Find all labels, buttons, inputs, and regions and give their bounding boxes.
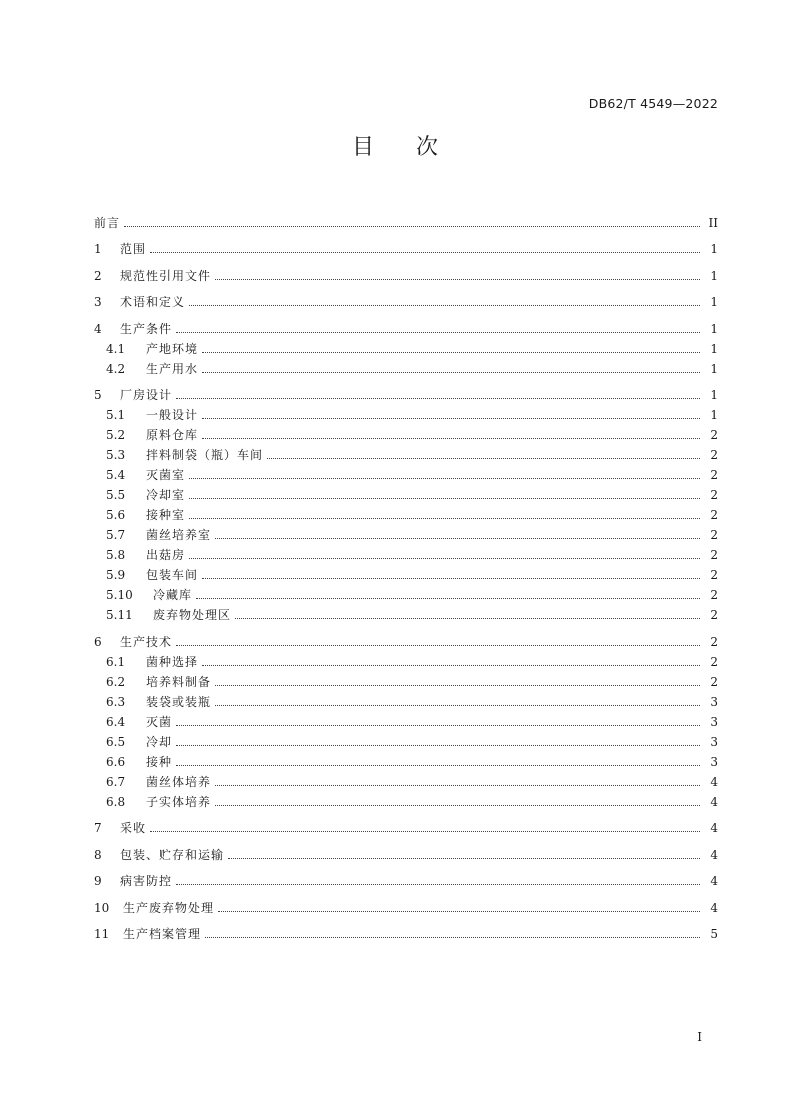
- toc-leader-dots: [215, 278, 700, 280]
- toc-entry[interactable]: [94, 522, 718, 542]
- toc-entry[interactable]: [94, 709, 718, 729]
- toc-entry-title: 前言: [94, 215, 121, 230]
- toc-entry[interactable]: [94, 203, 718, 230]
- toc-leader-dots: [176, 644, 700, 646]
- toc-entry-number: 6.6: [106, 754, 126, 769]
- toc-entry-title: 废弃物处理区: [153, 608, 232, 622]
- toc-leader-dots: [176, 397, 700, 399]
- toc-entry[interactable]: [94, 502, 718, 522]
- toc-entry-page: 2: [710, 488, 718, 502]
- toc-entry-page: 2: [710, 448, 718, 462]
- toc-entry-page: 2: [710, 508, 718, 522]
- toc-leader-dots: [189, 304, 700, 306]
- toc-entry[interactable]: [94, 462, 718, 482]
- toc-entry-page: 1: [710, 408, 718, 422]
- toc-entry-page: 2: [710, 428, 718, 442]
- toc-leader-dots: [215, 704, 700, 706]
- toc-entry-page: 3: [710, 694, 718, 709]
- toc-entry-page: 3: [710, 714, 718, 729]
- toc-entry-page: 1: [710, 321, 718, 336]
- toc-leader-dots: [150, 830, 700, 832]
- toc-leader-dots: [215, 804, 700, 806]
- toc-entry-title: 生产技术: [120, 634, 173, 649]
- toc-leader-dots: [202, 371, 700, 373]
- toc-entry-title: 一般设计: [146, 408, 199, 422]
- title-char-2: 次: [416, 135, 441, 160]
- title-char-1: 目: [351, 135, 376, 160]
- toc-entry-number: 2: [94, 268, 102, 283]
- toc-leader-dots: [215, 537, 700, 539]
- toc-entry-title: 产地环境: [146, 341, 199, 356]
- toc-entry-title: 灭菌室: [146, 468, 186, 482]
- toc-entry-page: 3: [710, 734, 718, 749]
- toc-entry-number: 5.7: [106, 528, 126, 542]
- toc-entry-number: 4.1: [106, 341, 126, 356]
- toc-entry-page: 2: [710, 634, 718, 649]
- toc-leader-dots: [205, 936, 700, 938]
- toc-entry-page: 2: [710, 654, 718, 669]
- toc-entry[interactable]: [94, 482, 718, 502]
- toc-entry-page: 2: [710, 674, 718, 689]
- toc-entry-number: 11: [94, 927, 110, 941]
- toc-entry-number: 3: [94, 295, 102, 309]
- toc-entry-page: 1: [710, 242, 718, 256]
- page-title: [0, 130, 792, 161]
- toc-entry-title: 病害防控: [120, 874, 173, 888]
- toc-leader-dots: [202, 351, 700, 353]
- toc-leader-dots: [196, 597, 700, 599]
- toc-entry[interactable]: [94, 283, 718, 310]
- toc-entry-title: 规范性引用文件: [120, 268, 212, 283]
- toc-entry-page: 2: [710, 468, 718, 482]
- toc-entry-number: 10: [94, 900, 110, 915]
- toc-entry-number: 6.5: [106, 734, 126, 749]
- toc-entry-title: 包装车间: [146, 568, 199, 582]
- toc-leader-dots: [124, 225, 700, 227]
- toc-entry-title: 出菇房: [146, 548, 186, 562]
- toc-leader-dots: [215, 784, 700, 786]
- toc-entry-title: 原料仓库: [146, 428, 199, 442]
- toc-leader-dots: [176, 764, 700, 766]
- toc-entry-number: 6.4: [106, 714, 126, 729]
- toc-entry[interactable]: [94, 562, 718, 582]
- toc-leader-dots: [202, 664, 700, 666]
- toc-entry[interactable]: [94, 256, 718, 283]
- toc-entry-page: 4: [710, 774, 718, 789]
- toc-entry-page: 1: [710, 268, 718, 283]
- toc-entry-number: 4.2: [106, 361, 126, 376]
- toc-leader-dots: [189, 477, 700, 479]
- document-number: DB62/T 4549—2022: [588, 96, 718, 111]
- toc-leader-dots: [150, 251, 700, 253]
- toc-entry-title: 子实体培养: [146, 794, 212, 809]
- toc-entry[interactable]: [94, 402, 718, 422]
- table-of-contents: [94, 203, 718, 941]
- toc-leader-dots: [228, 857, 700, 859]
- toc-entry[interactable]: [94, 336, 718, 356]
- toc-entry-title: 生产档案管理: [123, 927, 202, 941]
- toc-entry-page: 2: [710, 528, 718, 542]
- toc-entry-number: 5.3: [106, 448, 126, 462]
- toc-entry-title: 培养料制备: [146, 674, 212, 689]
- toc-entry[interactable]: [94, 888, 718, 915]
- toc-entry-title: 包装、贮存和运输: [120, 847, 225, 862]
- toc-entry-number: 5.4: [106, 468, 126, 482]
- toc-entry-number: 6.1: [106, 654, 126, 669]
- toc-entry-page: 4: [710, 900, 718, 915]
- toc-entry-number: 8: [94, 847, 102, 862]
- toc-entry-title: 厂房设计: [120, 388, 173, 402]
- toc-entry-title: 冷却室: [146, 488, 186, 502]
- toc-entry-title: 菌丝体培养: [146, 774, 212, 789]
- toc-entry-title: 生产用水: [146, 361, 199, 376]
- toc-entry-page: 4: [710, 794, 718, 809]
- toc-entry-title: 拌料制袋（瓶）车间: [146, 448, 264, 462]
- toc-leader-dots: [176, 744, 700, 746]
- toc-entry-page: II: [708, 215, 718, 230]
- toc-entry[interactable]: [94, 862, 718, 889]
- toc-entry-title: 接种: [146, 754, 173, 769]
- toc-entry-title: 灭菌: [146, 714, 173, 729]
- toc-leader-dots: [189, 557, 700, 559]
- toc-entry[interactable]: [94, 835, 718, 862]
- toc-entry-title: 范围: [120, 242, 147, 256]
- toc-entry-page: 5: [710, 927, 718, 941]
- toc-entry-title: 冷却: [146, 734, 173, 749]
- toc-entry-title: 装袋或装瓶: [146, 694, 212, 709]
- toc-entry-number: 5.11: [106, 608, 133, 622]
- toc-entry-number: 5.5: [106, 488, 126, 502]
- toc-entry-page: 2: [710, 568, 718, 582]
- toc-entry-number: 6.3: [106, 694, 126, 709]
- toc-entry-number: 5.8: [106, 548, 126, 562]
- toc-entry-page: 1: [710, 341, 718, 356]
- toc-entry-number: 6: [94, 634, 102, 649]
- toc-entry[interactable]: [94, 542, 718, 562]
- toc-entry-number: 6.7: [106, 774, 126, 789]
- toc-entry-page: 1: [710, 388, 718, 402]
- toc-entry-title: 菌丝培养室: [146, 528, 212, 542]
- toc-entry-number: 7: [94, 821, 102, 835]
- toc-entry-number: 5.10: [106, 588, 133, 602]
- toc-entry-title: 采收: [120, 821, 147, 835]
- toc-entry[interactable]: [94, 689, 718, 709]
- toc-entry-number: 5.9: [106, 568, 126, 582]
- toc-entry[interactable]: [94, 602, 718, 622]
- toc-entry[interactable]: [94, 749, 718, 769]
- toc-entry[interactable]: [94, 669, 718, 689]
- toc-leader-dots: [189, 497, 700, 499]
- toc-entry-number: 4: [94, 321, 102, 336]
- toc-entry[interactable]: [94, 442, 718, 462]
- toc-entry[interactable]: [94, 729, 718, 749]
- toc-entry-title: 术语和定义: [120, 295, 186, 309]
- toc-entry[interactable]: [94, 809, 718, 836]
- toc-entry[interactable]: [94, 376, 718, 403]
- toc-entry[interactable]: [94, 769, 718, 789]
- toc-leader-dots: [176, 883, 700, 885]
- toc-entry-number: 5.2: [106, 428, 126, 442]
- toc-entry[interactable]: [94, 649, 718, 669]
- toc-entry-number: 6.2: [106, 674, 126, 689]
- toc-entry[interactable]: [94, 915, 718, 942]
- toc-entry-number: 9: [94, 874, 102, 888]
- toc-leader-dots: [202, 577, 700, 579]
- toc-leader-dots: [202, 417, 700, 419]
- toc-leader-dots: [176, 331, 700, 333]
- toc-entry-page: 4: [710, 874, 718, 888]
- toc-entry-title: 冷藏库: [153, 588, 193, 602]
- toc-entry-page: 4: [710, 847, 718, 862]
- toc-entry-number: 5.6: [106, 508, 126, 522]
- toc-entry-page: 2: [710, 608, 718, 622]
- toc-entry-page: 3: [710, 754, 718, 769]
- toc-entry[interactable]: [94, 230, 718, 257]
- toc-entry-title: 生产条件: [120, 321, 173, 336]
- toc-entry[interactable]: [94, 622, 718, 649]
- toc-entry[interactable]: [94, 356, 718, 376]
- toc-leader-dots: [267, 457, 700, 459]
- toc-entry-number: 5.1: [106, 408, 126, 422]
- toc-entry[interactable]: [94, 422, 718, 442]
- toc-entry[interactable]: [94, 789, 718, 809]
- toc-entry-page: 1: [710, 361, 718, 376]
- toc-leader-dots: [218, 910, 700, 912]
- toc-leader-dots: [189, 517, 700, 519]
- toc-entry-page: 1: [710, 295, 718, 309]
- page-number: I: [697, 1030, 702, 1044]
- toc-entry-title: 生产废弃物处理: [123, 900, 215, 915]
- toc-entry-title: 菌种选择: [146, 654, 199, 669]
- toc-entry-number: 5: [94, 388, 102, 402]
- toc-entry-page: 2: [710, 548, 718, 562]
- toc-entry-page: 4: [710, 821, 718, 835]
- toc-entry-page: 2: [710, 588, 718, 602]
- toc-entry[interactable]: [94, 309, 718, 336]
- toc-leader-dots: [235, 617, 700, 619]
- toc-entry-number: 6.8: [106, 794, 126, 809]
- toc-leader-dots: [202, 437, 700, 439]
- toc-entry-number: 1: [94, 242, 102, 256]
- toc-leader-dots: [176, 724, 700, 726]
- toc-entry-title: 接种室: [146, 508, 186, 522]
- toc-leader-dots: [215, 684, 700, 686]
- toc-entry[interactable]: [94, 582, 718, 602]
